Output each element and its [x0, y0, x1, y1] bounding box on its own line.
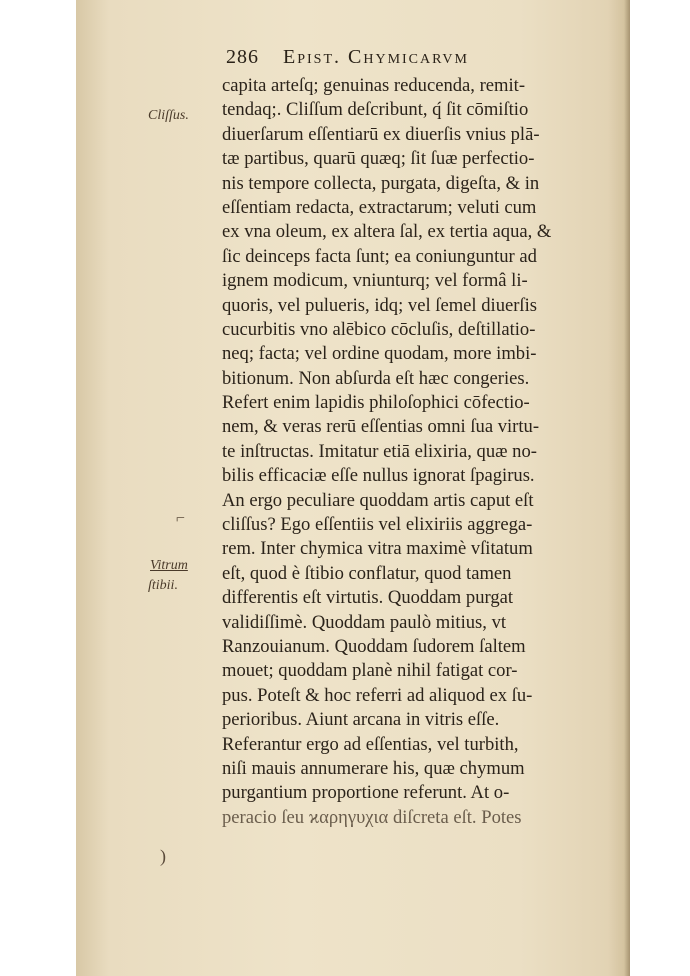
text-line: tæ partibus, quarū quæq; ſit ſuæ perfectio-	[222, 148, 535, 170]
text-line: bilis efficaciæ eſſe nullus ignorat ſpagirus.	[222, 465, 535, 487]
text-line: ignem modicum, vniunturq; vel formâ li-	[222, 270, 528, 292]
text-line: ſic deinceps facta ſunt; ea coniunguntur ad	[222, 245, 537, 267]
text-line: bitionum. Non abſurda eſt hæc congeries.	[222, 367, 530, 389]
text-line: eſt, quod è ſtibio conflatur, quod tamen	[222, 562, 512, 584]
text-line: ex vna oleum, ex altera ſal, ex tertia aqua, &	[222, 221, 552, 243]
text-line: nis tempore collecta, purgata, digeſta, & in	[222, 172, 540, 194]
text-line: neq; facta; vel ordine quodam, more imbi-	[222, 343, 537, 365]
text-line: Ranzouianum. Quoddam ſudorem ſaltem	[222, 635, 526, 657]
ink-mark-bracket: ⌐	[176, 510, 186, 527]
text-line: pus. Poteſt & hoc referri ad aliquod ex ſu-	[222, 684, 533, 706]
text-line: Referantur ergo ad eſſentias, vel turbith,	[222, 733, 519, 755]
book-page	[76, 0, 630, 976]
text-line: purgantium proportione referunt. At o-	[222, 782, 510, 804]
page-edge-shadow	[624, 0, 630, 976]
text-line: differentis eſt virtutis. Quoddam purgat	[222, 587, 514, 609]
text-line: nem, & veras rerū eſſentias omni ſua virtu-	[222, 416, 540, 438]
text-line: mouet; quoddam planè nihil fatigat cor-	[222, 660, 518, 682]
margin-note-stibii: ſtibii.	[148, 578, 178, 593]
text-line: capita arteſq; genuinas reducenda, remit-	[222, 75, 526, 96]
text-line: perioribus. Aiunt arcana in vitris eſſe.	[222, 709, 500, 731]
text-line: rem. Inter chymica vitra maximè vſitatum	[222, 538, 533, 560]
ink-mark-tick: )	[160, 846, 166, 866]
text-line: tendaq;. Cliſſum deſcribunt, q́ ſit cōmiſtio	[222, 99, 529, 121]
text-line: eſſentiam redacta, extractarum; veluti cum	[222, 196, 537, 218]
text-line: cliſſus? Ego eſſentiis vel elixiriis aggrega-	[222, 514, 533, 536]
running-title: Epist. Chymicarvm	[283, 46, 469, 68]
text-line: peracio ſeu ϰαρηγυχια diſcreta eſt. Potes	[222, 806, 522, 828]
running-header	[226, 46, 469, 69]
text-line: te inſtructas. Imitatur etiā elixiria, quæ no-	[222, 440, 537, 462]
page-number: 286	[226, 46, 259, 68]
text-line: quoris, vel pulueris, idq; vel ſemel diuerſis	[222, 294, 538, 316]
text-line: diuerſarum eſſentiarū ex diuerſis vnius plā-	[222, 123, 540, 145]
text-line: validiſſimè. Quoddam paulò mitius, vt	[222, 611, 507, 633]
body-text	[222, 74, 622, 830]
margin-note-clissus: Cliſſus.	[148, 108, 189, 123]
text-line: niſi mauis annumerare his, quæ chymum	[222, 757, 525, 779]
text-line: An ergo peculiare quoddam artis caput eſt	[222, 489, 534, 511]
text-line: cucurbitis vno alēbico cōcluſis, deſtillatio-	[222, 318, 536, 340]
text-line: Refert enim lapidis philoſophici cōfectio-	[222, 392, 530, 414]
margin-note-vitrum: Vitrum	[150, 558, 188, 573]
